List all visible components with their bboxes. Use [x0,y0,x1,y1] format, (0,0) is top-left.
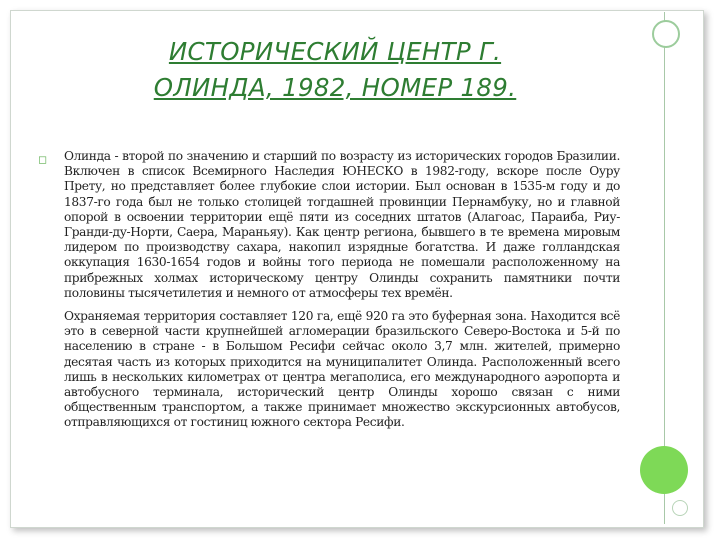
title-line-2: ОЛИНДА, 1982, НОМЕР 189. [153,73,517,102]
title-line-1: ИСТОРИЧЕСКИЙ ЦЕНТР Г. [168,37,502,66]
paragraph-1: Олинда - второй по значению и старший по возрасту из исторических городов Бразилии. Включен в список Всемирного Наследия ЮНЕСКО в 1982-году, вскоре после Оуру Прету, но представляет более глубокие слои истории. Был основан в 1535-м году и до 1837-го года был не только столицей тогдашней провинции Пернамбуку, но и главной опорой в освоении территории ещё пяти из соседних штатов (Алагоас, Параиба, Риу-Гранди-ду-Норти, Саера, Мараньяу). Как центр региона, бывшего в те времена мировым лидером по производству сахара, накопил изрядные богатства. И даже голландская оккупация 1630-1654 годов и войны того периода не помешали расположенному на прибрежных холмах историческому центру Олинды сохранить памятники почти половины тысячетилетия и немного от атмосферы тех времён. [64,149,620,300]
decorative-circle-filled-icon [640,446,688,494]
decorative-circle-small-icon [672,500,688,516]
slide-title [90,34,580,106]
decorative-circle-outline-icon [652,20,680,48]
bullet-square-icon: ◻ [38,153,48,166]
body-text [64,149,620,431]
paragraph-2: Охраняемая территория составляет 120 га, ещё 920 га это буферная зона. Находится всё это в северной части крупнейшей агломерации бразильского Северо-Востока и 5-й по населению в стране - в Большом Ресифи сейчас около 3,7 млн. жителей, примерно десятая часть из которых приходится на муниципалитет Олинда. Расположенный всего лишь в нескольких километрах от центра мегаполиса, его международного аэропорта и автобусного терминала, исторический центр Олинды хорошо связан с ними общественным транспортом, а также принимает множество экскурсионных автобусов, отправляющихся от гостиниц южного сектора Ресифи. [64,309,620,430]
